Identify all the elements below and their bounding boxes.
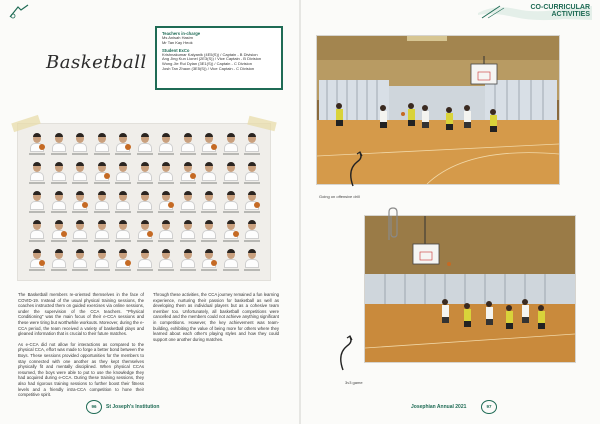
team-photo-collage (18, 124, 270, 280)
student-exco-item: Josh Tan Zhaon (3E5(S)) / Vice Captain - C Division (162, 65, 255, 71)
team-member-portrait (200, 248, 218, 272)
corner-logo-icon (8, 4, 32, 20)
body-paragraph: As e-CCA did not allow for interactions as compared to the physical CCA, effort was made to forge a better bond between the Boys. These sessions provided opportunities for the members to stay connected with one another as they kept themselves physically fit and mentally disciplined. When physical CCAs resumed, the boys were able to put to use the knowledge they had acquired during e-CCA. During these training sessions, they also had rigorous training sessions to further boost their fitness levels and a friendly intra-CCA competition to hone their competitive spirit. (18, 341, 144, 398)
right-page (301, 0, 600, 424)
team-member-portrait (179, 161, 197, 185)
team-member-portrait (93, 219, 111, 243)
team-member-portrait (222, 161, 240, 185)
curved-arrow-icon (347, 150, 369, 188)
team-member-portrait (71, 190, 89, 214)
body-column-left (18, 292, 144, 403)
team-member-portrait (50, 248, 68, 272)
teachers-heading: Teachers in-charge (162, 31, 201, 36)
team-member-portrait (93, 190, 111, 214)
team-member-portrait (50, 132, 68, 156)
students-heading: Student ExCo (162, 47, 190, 53)
team-member-portrait (28, 219, 46, 243)
team-member-portrait (50, 219, 68, 243)
team-member-portrait (71, 132, 89, 156)
team-member-portrait (179, 219, 197, 243)
team-member-portrait (243, 219, 261, 243)
curved-arrow-icon (337, 334, 359, 372)
team-member-portrait (28, 190, 46, 214)
team-member-portrait (93, 248, 111, 272)
team-member-portrait (179, 248, 197, 272)
team-member-portrait (114, 132, 132, 156)
team-member-portrait (136, 248, 154, 272)
team-member-portrait (200, 190, 218, 214)
team-member-portrait (222, 190, 240, 214)
team-member-portrait (71, 161, 89, 185)
team-member-portrait (222, 248, 240, 272)
team-member-portrait (28, 248, 46, 272)
team-member-portrait (136, 190, 154, 214)
team-member-portrait (136, 132, 154, 156)
team-member-portrait (243, 190, 261, 214)
team-member-portrait (200, 219, 218, 243)
team-member-portrait (157, 190, 175, 214)
team-member-portrait (50, 190, 68, 214)
team-member-portrait (243, 161, 261, 185)
team-member-portrait (243, 132, 261, 156)
team-member-portrait (157, 132, 175, 156)
team-member-portrait (93, 161, 111, 185)
body-paragraph: Through these activities, the CCA journey remained a fun learning experience, nurturing their passion for basketball as well as developing them as individual players but as a cohesive team member too. Unfortunately, all basketball competitions were cancelled and the members could not achieve anything significant in competitions. However, the key achievement was team-building, exhibiting the value of being more for others where they learned about each other's playing styles and how they could support one another during matches. (153, 292, 279, 342)
team-member-portrait (222, 219, 240, 243)
team-member-portrait (114, 248, 132, 272)
student-exco-item: Ang Jing Kun Lionel (2E3(S)) / Vice Captain - B Division (162, 56, 262, 62)
team-member-portrait (157, 219, 175, 243)
team-member-portrait (114, 161, 132, 185)
page-number: 97 (481, 400, 497, 414)
left-page (0, 0, 299, 424)
team-member-portrait (71, 248, 89, 272)
page-title: Basketball (46, 52, 147, 73)
team-member-portrait (114, 190, 132, 214)
student-exco-item: Krishnakumar Kalyanik (4E5(S)) / Captain - B Division (162, 51, 258, 57)
team-member-portrait (114, 219, 132, 243)
team-member-portrait (157, 161, 175, 185)
team-member-portrait (93, 132, 111, 156)
team-member-portrait (136, 161, 154, 185)
team-member-portrait (243, 248, 261, 272)
body-paragraph: The Basketball members re-oriented themselves in the face of COVID-19. Instead of the usual physical training sessions, the coaches instructed them on guided exercises via online sessions, under the supervision of the CCA teachers. "Physical Conditioning" was the main focus of their e-CCA sessions and these were tiring but worthwhile workouts. Moreover, during the e-CCA period, the team received a variety of basketball plays and gleaned information that is crucial to their future matches. (18, 292, 144, 337)
team-member-portrait (71, 219, 89, 243)
team-member-portrait (179, 190, 197, 214)
section-banner: CO-CURRICULAR ACTIVITIES (530, 4, 590, 18)
footer-text: Josephian Annual 2021 (411, 404, 467, 410)
team-member-portrait (200, 132, 218, 156)
footer-text: St Joseph's Institution (106, 404, 160, 410)
photo-caption: Going on offensive drill (319, 194, 360, 199)
teacher-name: Mr Tan Kay Heok (162, 39, 193, 45)
paperclip-icon (385, 206, 399, 242)
team-member-portrait (179, 132, 197, 156)
team-member-portrait (28, 161, 46, 185)
team-member-portrait (28, 132, 46, 156)
info-box (155, 26, 283, 90)
page-number: 96 (86, 400, 102, 414)
teacher-name: Ms Anisah Hasim (162, 35, 193, 40)
team-member-portrait (157, 248, 175, 272)
team-member-portrait (50, 161, 68, 185)
student-exco-item: Wong Jie Rui Dylan (3E1(S)) / Captain - C Division (162, 61, 252, 67)
photo-caption: 3v3 game (345, 380, 363, 385)
body-column-right (153, 292, 279, 347)
team-member-portrait (200, 161, 218, 185)
team-member-portrait (222, 132, 240, 156)
team-member-portrait (136, 219, 154, 243)
